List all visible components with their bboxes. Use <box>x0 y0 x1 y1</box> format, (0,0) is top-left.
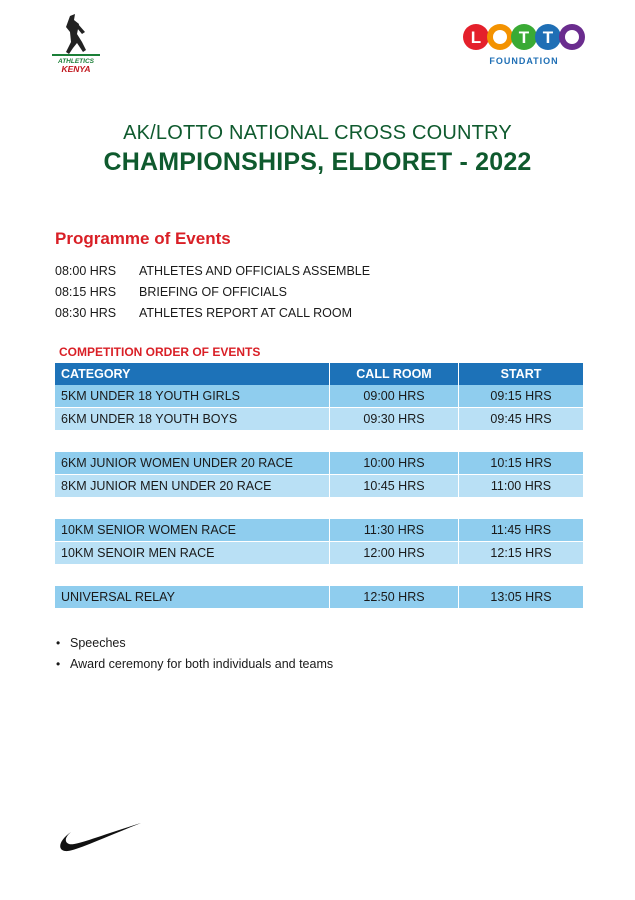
table-header-row <box>55 363 583 385</box>
schedule-text: BRIEFING OF OFFICIALS <box>139 284 287 299</box>
cell-start: 13:05 HRS <box>459 586 584 609</box>
lotto-letter-o1: O <box>499 43 501 44</box>
lotto-foundation-logo <box>462 22 586 68</box>
runner-silhouette-icon <box>66 14 86 54</box>
competition-heading: COMPETITION ORDER OF EVENTS <box>59 345 261 359</box>
schedule-row <box>55 302 370 323</box>
cell-start: 11:45 HRS <box>459 519 584 542</box>
cell-call-room: 09:30 HRS <box>330 408 459 431</box>
table-spacer-row <box>55 498 583 520</box>
title-line-2: CHAMPIONSHIPS, ELDORET - 2022 <box>103 148 532 176</box>
table-row <box>55 452 583 475</box>
header-category: CATEGORY <box>55 363 330 385</box>
table-row <box>55 542 583 565</box>
cell-category: UNIVERSAL RELAY <box>55 586 330 609</box>
cell-category: 6KM JUNIOR WOMEN UNDER 20 RACE <box>55 452 330 475</box>
kenya-wordmark: KENYA <box>61 64 91 74</box>
foundation-wordmark: FOUNDATION <box>489 56 559 66</box>
schedule-text: ATHLETES AND OFFICIALS ASSEMBLE <box>139 263 371 278</box>
cell-call-room: 11:30 HRS <box>330 519 459 542</box>
cell-category: 8KM JUNIOR MEN UNDER 20 RACE <box>55 475 330 498</box>
cell-call-room: 10:45 HRS <box>330 475 459 498</box>
cell-call-room: 10:00 HRS <box>330 452 459 475</box>
schedule-time: 08:00 HRS <box>55 263 117 278</box>
table-row <box>55 408 583 431</box>
cell-category: 10KM SENOIR MEN RACE <box>55 542 330 565</box>
cell-start: 09:45 HRS <box>459 408 584 431</box>
cell-category: 5KM UNDER 18 YOUTH GIRLS <box>55 385 330 408</box>
schedule-text: ATHLETES REPORT AT CALL ROOM <box>139 305 353 320</box>
cell-start: 11:00 HRS <box>459 475 584 498</box>
programme-schedule <box>55 260 370 323</box>
programme-heading: Programme of Events <box>55 229 231 248</box>
lotto-letter-o2: O <box>571 43 573 44</box>
list-item <box>56 653 333 674</box>
bullet-text: Award ceremony for both individuals and teams <box>70 656 334 671</box>
title-line-1: AK/LOTTO NATIONAL CROSS COUNTRY <box>123 122 512 144</box>
lotto-letter-l: L <box>470 28 482 47</box>
bullet-text: Speeches <box>70 635 126 650</box>
cell-call-room: 12:00 HRS <box>330 542 459 565</box>
cell-call-room: 09:00 HRS <box>330 385 459 408</box>
nike-swoosh-icon <box>53 820 143 854</box>
lotto-letter-t2: T <box>542 28 554 47</box>
list-item <box>56 632 333 653</box>
table-row <box>55 385 583 408</box>
athletics-wordmark: ATHLETICS <box>58 58 94 65</box>
lotto-letter-t1: T <box>518 28 530 47</box>
cell-start: 09:15 HRS <box>459 385 584 408</box>
cell-category: 10KM SENIOR WOMEN RACE <box>55 519 330 542</box>
cell-category: 6KM UNDER 18 YOUTH BOYS <box>55 408 330 431</box>
table-row <box>55 519 583 542</box>
table-spacer-row <box>55 431 583 453</box>
schedule-row <box>55 281 370 302</box>
events-table <box>55 363 583 609</box>
table-row <box>55 586 583 609</box>
table-row <box>55 475 583 498</box>
cell-call-room: 12:50 HRS <box>330 586 459 609</box>
table-spacer-row <box>55 565 583 587</box>
schedule-time: 08:15 HRS <box>55 284 117 299</box>
header-call-room: CALL ROOM <box>330 363 459 385</box>
schedule-row <box>55 260 370 281</box>
cell-start: 10:15 HRS <box>459 452 584 475</box>
bullet-icon: • <box>56 635 61 650</box>
bullet-icon: • <box>56 656 61 671</box>
header-start: START <box>459 363 584 385</box>
athletics-kenya-logo <box>52 12 100 74</box>
cell-start: 12:15 HRS <box>459 542 584 565</box>
bullet-list <box>56 632 333 674</box>
schedule-time: 08:30 HRS <box>55 305 117 320</box>
